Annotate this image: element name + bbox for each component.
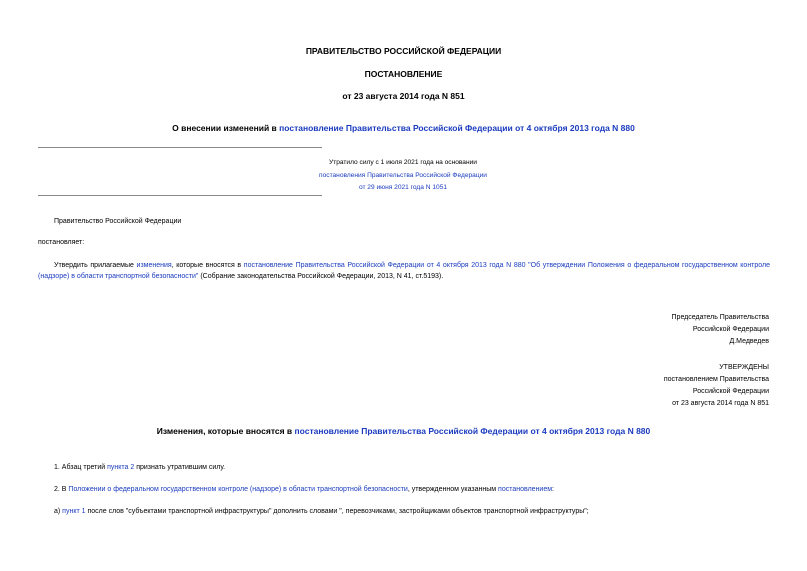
- approval-block: [664, 362, 769, 410]
- repeal-notice-link-2[interactable]: от 29 июня 2021 года N 1051: [358, 184, 448, 191]
- item-2-text-3: :: [552, 486, 554, 493]
- changes-link[interactable]: изменения: [136, 262, 172, 269]
- resolves-line: постановляет:: [38, 239, 85, 246]
- approve-text-1: Утвердить прилагаемые: [54, 262, 137, 269]
- document-date-number: от 23 августа 2014 года N 851: [342, 91, 465, 101]
- bottom-divider: [38, 195, 322, 196]
- item-a-text-2: после слов "субъектами транспортной инфраструктуры" дополнить словами ", перевозчиками, застройщиками объектов транспортной инфраструктуры";: [85, 508, 589, 515]
- changes-heading: [0, 426, 807, 437]
- changes-heading-text: Изменения, которые вносятся в: [156, 426, 295, 436]
- approve-text-2: , которые вносятся в: [171, 262, 244, 269]
- repeal-notice-text: Утратило силу с 1 июля 2021 года на основании: [329, 159, 477, 166]
- issuer-line: Правительство Российской Федерации: [54, 218, 182, 225]
- item-a: [38, 508, 770, 517]
- approval-line-1: УТВЕРЖДЕНЫ: [719, 364, 769, 371]
- approval-line-3: Российской Федерации: [692, 388, 769, 395]
- item-a-link[interactable]: пункт 1: [62, 508, 86, 515]
- top-divider: [38, 147, 322, 148]
- regulation-link[interactable]: Положении о федеральном государственном контроле (надзоре) в области транспортной безопасности: [68, 486, 408, 493]
- document-title-text: О внесении изменений в: [172, 123, 280, 133]
- item-2: [38, 486, 770, 495]
- item-1-text-2: признать утратившим силу.: [134, 464, 226, 471]
- changes-heading-link[interactable]: постановление Правительства Российской Федерации от 4 октября 2013 года N 880: [294, 426, 651, 436]
- approval-line-4: от 23 августа 2014 года N 851: [672, 400, 769, 407]
- resolution-link[interactable]: постановлением: [498, 486, 553, 493]
- document-title: [0, 123, 807, 134]
- signature-title: Председатель Правительства: [671, 314, 769, 321]
- repeal-notice: [300, 157, 506, 195]
- approve-text-3: (Собрание законодательства Российской Федерации, 2013, N 41, ст.5193).: [198, 273, 444, 280]
- signature-org: Российской Федерации: [692, 326, 769, 333]
- item-2-text-1: 2. В: [54, 486, 69, 493]
- document-type: ПОСТАНОВЛЕНИЕ: [364, 69, 443, 79]
- approval-line-2: постановлением Правительства: [663, 376, 769, 383]
- document-title-link[interactable]: постановление Правительства Российской Федерации от 4 октября 2013 года N 880: [279, 123, 635, 133]
- item-a-text-1: а): [54, 508, 63, 515]
- government-heading: ПРАВИТЕЛЬСТВО РОССИЙСКОЙ ФЕДЕРАЦИИ: [305, 46, 502, 56]
- item-1-text-1: 1. Абзац третий: [54, 464, 108, 471]
- resolution-880-link[interactable]: постановление Правительства Российской Федерации от 4 октября 2013 года N 880 "Об утверждении Положения о федеральном государственном контроле (надзоре) в области транспортной безопасности": [38, 262, 771, 280]
- item-2-text-2: , утвержденном указанным: [407, 486, 499, 493]
- approve-paragraph: [38, 260, 770, 282]
- item-1: [38, 464, 770, 473]
- item-1-link[interactable]: пункта 2: [107, 464, 135, 471]
- signature-name: Д.Медведев: [729, 338, 769, 345]
- repeal-notice-link-1[interactable]: постановления Правительства Российской Федерации: [319, 171, 487, 179]
- signature-block: [672, 312, 769, 348]
